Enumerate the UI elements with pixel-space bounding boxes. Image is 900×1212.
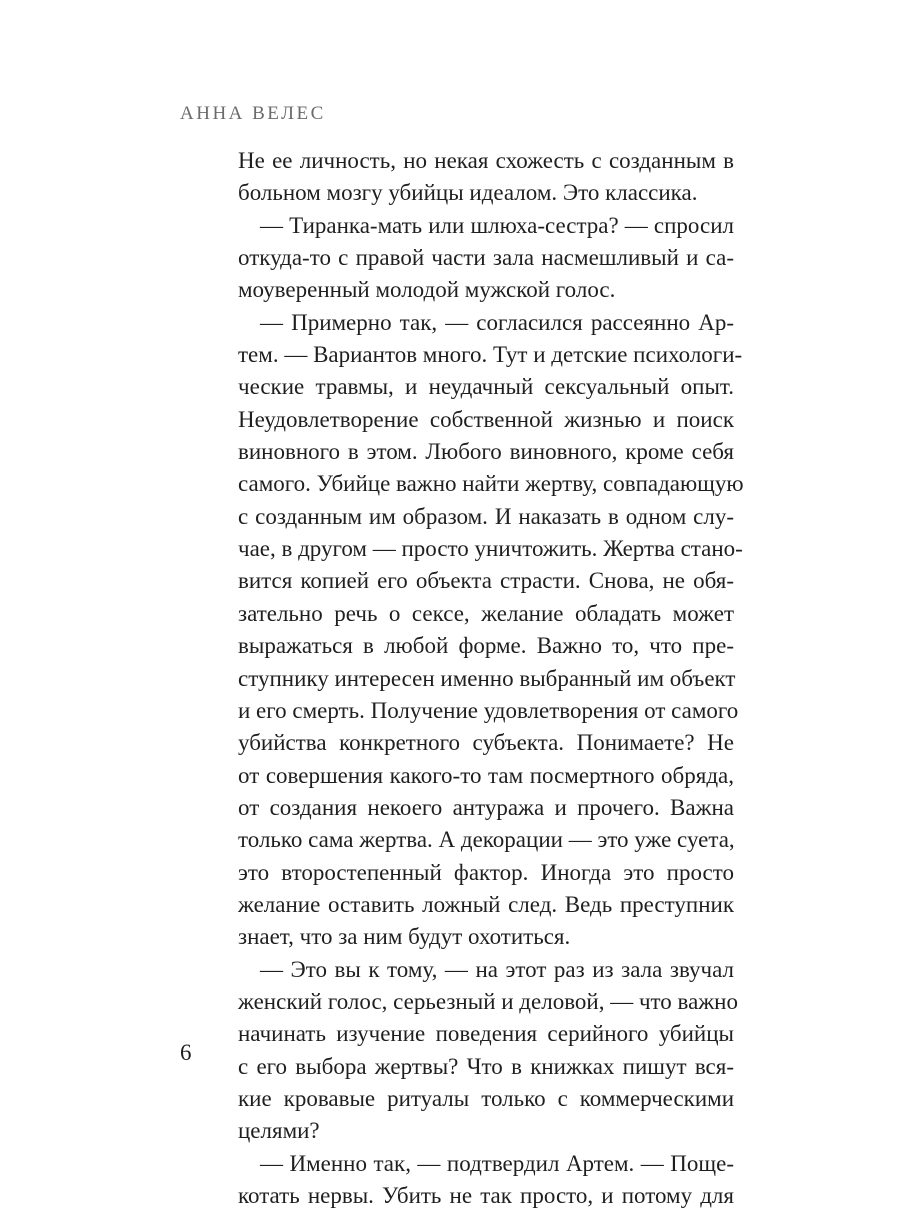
text-line: начинать изучение поведения серийного убийцы: [238, 1021, 734, 1047]
text-line: от совершения какого-то там посмертного обряда,: [238, 762, 734, 788]
text-line: кие кровавые ритуалы только с коммерческими: [238, 1085, 734, 1111]
text-line: ступнику интересен именно выбранный им объект: [238, 665, 736, 691]
text-line: вится копией его объекта страсти. Снова, не обя-: [238, 568, 734, 594]
running-head: АННА ВЕЛЕС: [180, 103, 326, 124]
text-line: откуда-то с правой части зала насмешливый и са-: [238, 245, 734, 271]
text-line: желание оставить ложный след. Ведь преступник: [238, 891, 734, 917]
text-line: — Именно так, — подтвердил Артем. — Поще-: [260, 1150, 734, 1176]
text-line: убийства конкретного субъекта. Понимаете? Не: [238, 730, 734, 756]
text-line: от создания некоего антуража и прочего. Важна: [238, 794, 734, 820]
text-line: женский голос, серьезный и деловой, — что важно: [238, 988, 738, 1014]
text-line: ческие травмы, и неудачный сексуальный опыт.: [238, 374, 734, 400]
text-line: — Тиранка-мать или шлюха-сестра? — спросил: [260, 212, 734, 238]
text-line: знает, что за ним будут охотиться.: [238, 924, 571, 950]
text-line: больном мозгу убийцы идеалом. Это классика.: [238, 180, 698, 206]
text-line: только сама жертва. А декорации — это уже суета,: [238, 827, 735, 853]
text-line: с его выбора жертвы? Что в книжках пишут вся-: [238, 1053, 734, 1079]
text-line: и его смерть. Получение удовлетворения от самого: [238, 697, 739, 723]
text-line: моуверенный молодой мужской голос.: [238, 277, 616, 303]
text-line: тем. — Вариантов много. Тут и детские психологи-: [238, 342, 743, 368]
body-text: [238, 145, 744, 1212]
text-line: — Это вы к тому, — на этот раз из зала звучал: [260, 956, 734, 982]
text-line: виновного в этом. Любого виновного, кроме себя: [238, 439, 734, 465]
text-line: выражаться в любой форме. Важно то, что пре-: [238, 633, 734, 659]
text-line: с созданным им образом. И наказать в одном слу-: [238, 503, 734, 529]
text-line: целями?: [238, 1118, 320, 1144]
text-line: это второстепенный фактор. Иногда это просто: [238, 859, 734, 885]
text-line: зательно речь о сексе, желание обладать может: [238, 600, 734, 626]
text-line: Не ее личность, но некая схожесть с созданным в: [238, 148, 734, 173]
page-number: 6: [180, 1040, 192, 1065]
text-line: самого. Убийце важно найти жертву, совпадающую: [238, 471, 744, 497]
text-line: чае, в другом — просто уничтожить. Жертва стано-: [238, 536, 743, 562]
text-line: котать нервы. Убить не так просто, и потому для: [238, 1183, 734, 1208]
text-line: — Примерно так, — согласился рассеянно Ар-: [260, 309, 734, 335]
text-line: Неудовлетворение собственной жизнью и поиск: [238, 406, 734, 432]
